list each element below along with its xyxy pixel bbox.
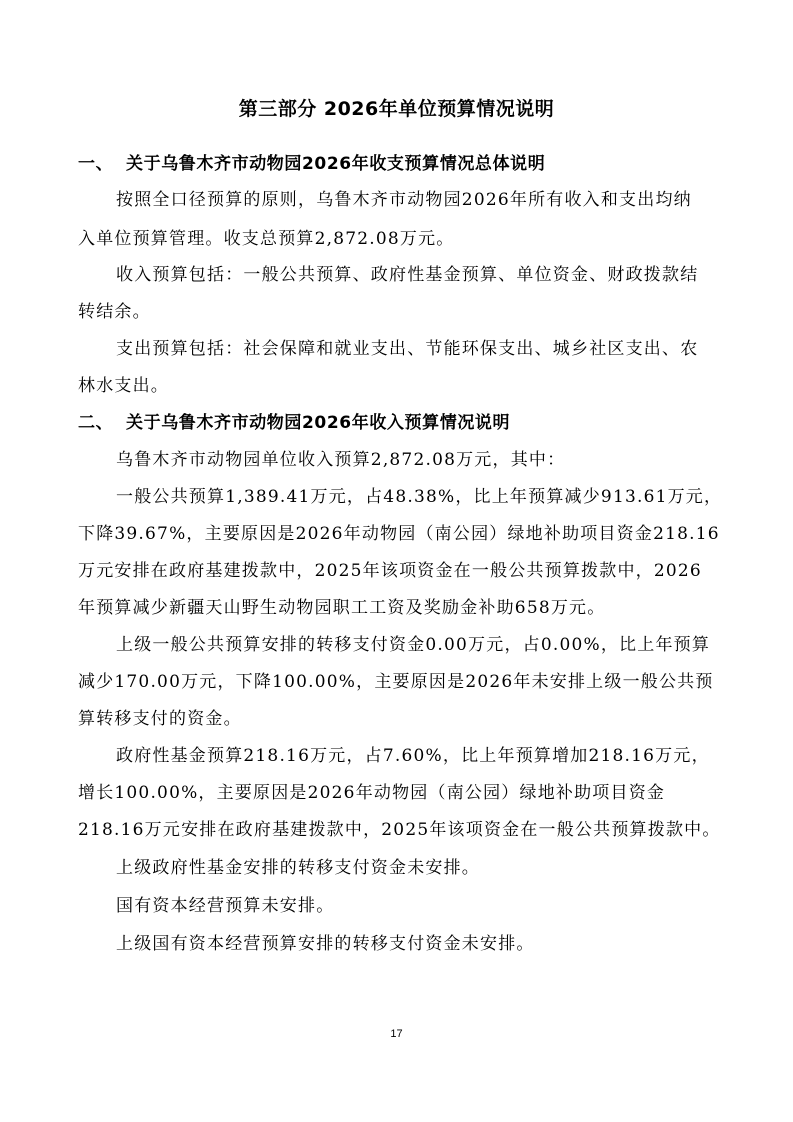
paragraph-line: 218.16万元安排在政府基建拨款中，2025年该项资金在一般公共预算拨款中。 <box>78 820 721 840</box>
paragraph-line: 上级政府性基金安排的转移支付资金未安排。 <box>116 858 480 878</box>
section-2-heading <box>78 411 510 435</box>
paragraph-line: 下降39.67%，主要原因是2026年动物园（南公园）绿地补助项目资金218.16 <box>78 524 720 544</box>
paragraph-line: 国有资本经营预算未安排。 <box>116 896 335 916</box>
section-1-number: 一、 <box>78 154 114 174</box>
paragraph-line: 一般公共预算1,389.41万元，占48.38%，比上年预算减少913.61万元， <box>116 487 723 507</box>
section-2-number: 二、 <box>78 413 114 433</box>
section-2-heading-text: 关于乌鲁木齐市动物园2026年收入预算情况说明 <box>126 413 511 433</box>
paragraph-line: 算转移支付的资金。 <box>78 709 242 729</box>
paragraph-line: 入单位预算管理。收支总预算2,872.08万元。 <box>78 229 455 249</box>
paragraph-line: 支出预算包括：社会保障和就业支出、节能环保支出、城乡社区支出、农 <box>116 339 699 359</box>
paragraph-line: 按照全口径预算的原则，乌鲁木齐市动物园2026年所有收入和支出均纳 <box>116 190 692 210</box>
paragraph-line: 上级一般公共预算安排的转移支付资金0.00万元，占0.00%，比上年预算 <box>116 635 711 655</box>
paragraph-line: 收入预算包括：一般公共预算、政府性基金预算、单位资金、财政拨款结 <box>116 265 699 285</box>
paragraph-line: 上级国有资本经营预算安排的转移支付资金未安排。 <box>116 934 535 954</box>
paragraph-line: 万元安排在政府基建拨款中，2025年该项资金在一般公共预算拨款中，2026 <box>78 561 702 581</box>
paragraph-line: 林水支出。 <box>78 376 169 396</box>
section-1-heading-text: 关于乌鲁木齐市动物园2026年收支预算情况总体说明 <box>126 154 546 174</box>
section-1-heading <box>78 152 545 176</box>
paragraph-line: 乌鲁木齐市动物园单位收入预算2,872.08万元，其中： <box>116 450 566 470</box>
paragraph-line: 政府性基金预算218.16万元，占7.60%，比上年预算增加218.16万元， <box>116 746 710 766</box>
page-number: 17 <box>390 1028 403 1040</box>
paragraph-line: 转结余。 <box>78 302 151 322</box>
paragraph-line: 增长100.00%，主要原因是2026年动物园（南公园）绿地补助项目资金 <box>78 783 666 803</box>
page-title: 第三部分 2026年单位预算情况说明 <box>238 98 555 120</box>
paragraph-line: 减少170.00万元，下降100.00%，主要原因是2026年未安排上级一般公共预 <box>78 672 714 692</box>
paragraph-line: 年预算减少新疆天山野生动物园职工工资及奖励金补助658万元。 <box>78 598 606 618</box>
